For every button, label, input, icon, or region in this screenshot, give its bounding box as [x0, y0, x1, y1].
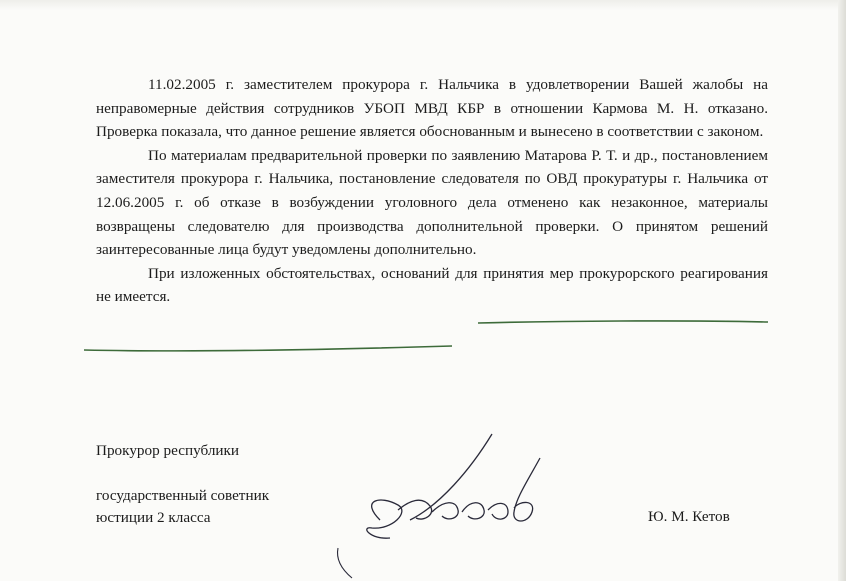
- letter-body: [96, 73, 768, 309]
- signatory-rank: государственный советник: [96, 487, 270, 504]
- signatory-title: Прокурор республики: [96, 442, 240, 459]
- paragraph-conclusion: [96, 262, 768, 309]
- conclusion-emphasis: оснований для принятия мер прокурорского реагирования не имеется.: [96, 264, 768, 306]
- scan-right-edge: [838, 0, 846, 581]
- signatory-name: Ю. М. Кетов: [648, 508, 730, 525]
- paragraph-investigation: По материалам предварительной проверки по заявлению Матарова Р. Т. и др., постановлением заместителя прокурора г. Нальчика, постановление следователя по ОВД прокуратуры г. Нальчика от 12.06.2005 г. об отказе в возбуждении уголовного дела отменено как незаконное, материалы возвращены следователю для производства дополнительной проверки. О принятом решений заинтересованные лица будут уведомлены дополнительно.: [96, 146, 768, 259]
- scan-top-shadow: [0, 0, 846, 10]
- paragraph-appeal-decision: 11.02.2005 г. заместителем прокурора г. Нальчика в удовлетворении Вашей жалобы на неправомерные действия сотрудников УБОП МВД КБР в отношении Кармова М. Н. отказано. Проверка показала, что данное решение является обоснованным и вынесено в соответствии с законом.: [96, 76, 768, 141]
- conclusion-lead: При изложенных обстоятельствах,: [148, 264, 381, 282]
- signatory-rank-class: юстиции 2 класса: [96, 509, 211, 526]
